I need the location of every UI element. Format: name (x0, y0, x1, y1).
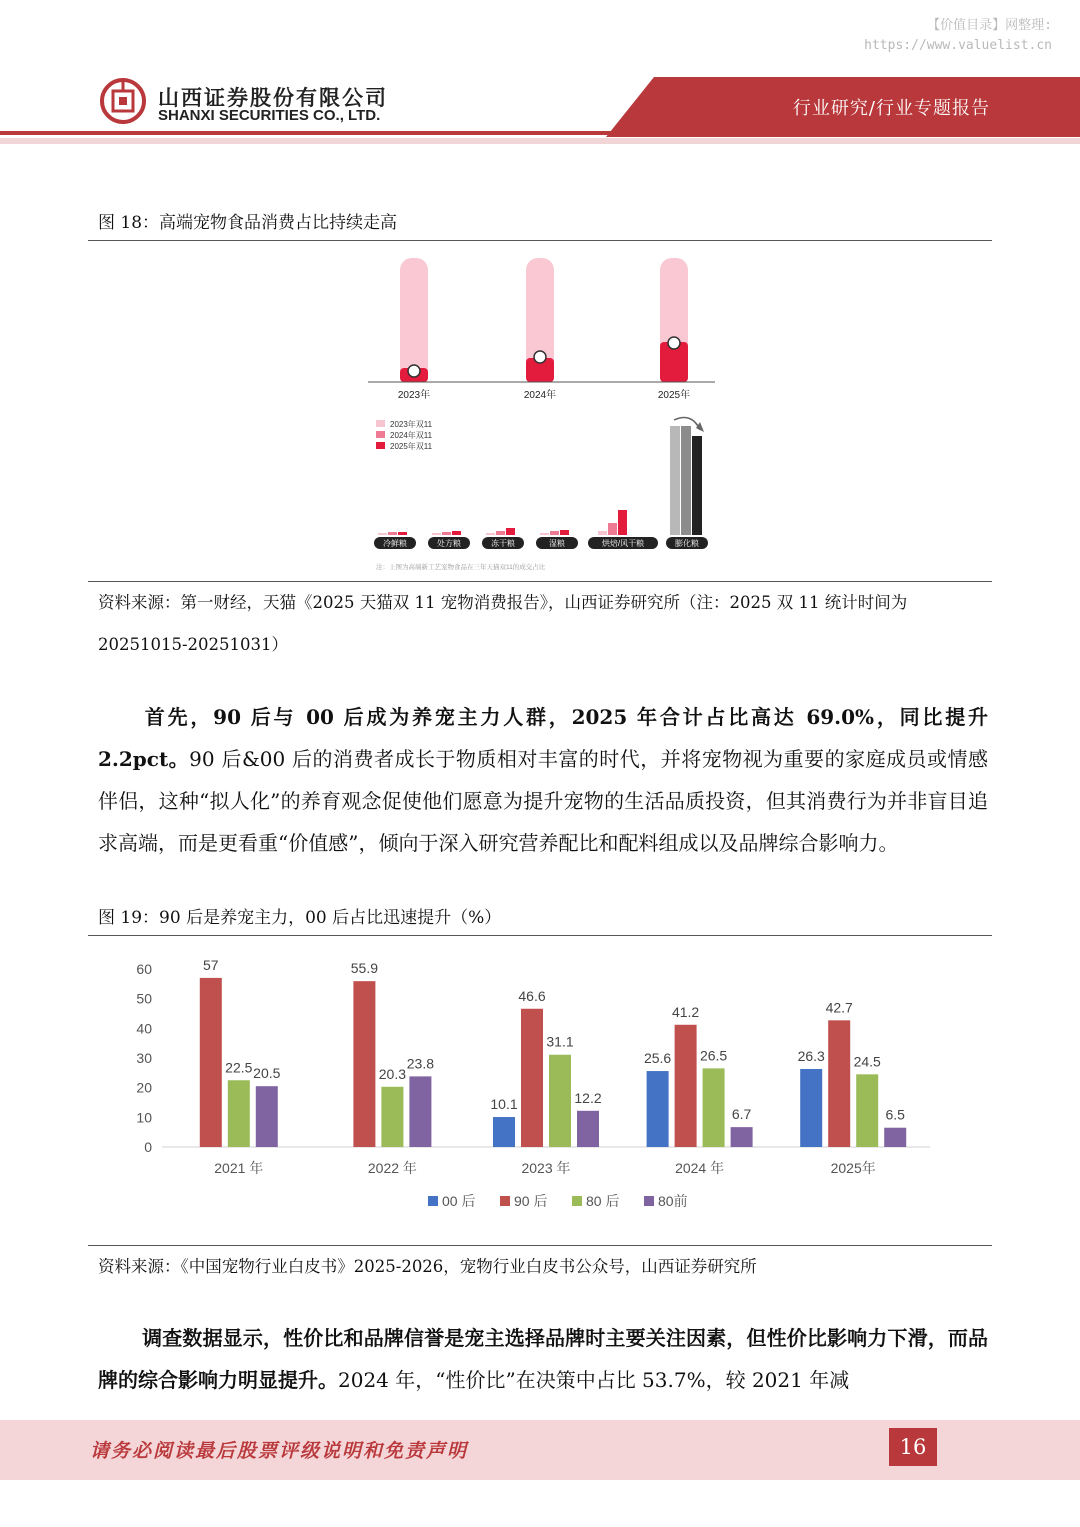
header-divider (0, 131, 1080, 135)
x-tick-label: 2023 年 (521, 1160, 571, 1176)
paragraph-2-body: 2024 年，“性价比”在决策中占比 53.7%，较 2021 年减 (338, 1368, 850, 1392)
legend-swatch (644, 1196, 654, 1206)
bar (828, 1020, 850, 1147)
legend-label: 00 后 (442, 1193, 476, 1209)
footer-disclaimer: 请务必阅读最后股票评级说明和免责声明 (90, 1440, 469, 1462)
data-label: 6.5 (885, 1106, 905, 1123)
category-label: 冷鲜粮 (383, 539, 407, 548)
legend-label: 80前 (658, 1193, 688, 1209)
data-label: 6.7 (731, 1106, 752, 1123)
category-label: 膨化粮 (675, 539, 699, 548)
figure18-legend (376, 419, 433, 451)
paragraph-1-lead: 首先，90 后与 00 后成为养宠主力人群，2025 年合计占比高达 69.0%，同比提升 2.2pct。 (98, 705, 988, 771)
bar (577, 1111, 599, 1147)
bar (703, 1068, 725, 1147)
figure18-note: 注：上图为高端新工艺宠物食品在三年天猫双11的成交占比 (376, 564, 546, 571)
bar (521, 1009, 543, 1147)
bar (549, 1055, 571, 1147)
x-tick-label: 2025年 (830, 1160, 876, 1176)
data-label: 20.5 (253, 1065, 281, 1082)
bar (800, 1069, 822, 1147)
company-logo-icon (100, 78, 146, 124)
data-label: 24.5 (853, 1053, 881, 1070)
company-name-en: SHANXI SECURITIES CO., LTD. (158, 107, 381, 124)
cylinder-2023 (400, 258, 428, 382)
figure18-top-rule (88, 240, 992, 241)
paragraph-1 (98, 696, 988, 864)
cylinder-2024 (526, 258, 554, 382)
data-label: 12.2 (574, 1089, 602, 1106)
bar (381, 1087, 403, 1147)
category-labels (374, 537, 708, 549)
watermark (864, 16, 1052, 56)
x-tick-label: 2022 年 (367, 1160, 417, 1176)
bar (884, 1128, 906, 1147)
data-label: 41.2 (671, 1003, 700, 1020)
cylinder-2025 (660, 258, 688, 382)
figure18-title: 图 18：高端宠物食品消费占比持续走高 (98, 213, 398, 233)
bar (647, 1071, 669, 1147)
category-label: 烘焙/风干粮 (601, 539, 645, 548)
watermark-line1: 【价值目录】网整理: (927, 18, 1052, 33)
data-label: 26.3 (797, 1047, 825, 1064)
data-label: 10.1 (490, 1096, 518, 1113)
y-tick-label: 50 (136, 990, 152, 1007)
data-label: 31.1 (546, 1033, 574, 1050)
year-label-2025: 2025年 (657, 390, 691, 401)
data-label: 46.6 (518, 987, 546, 1004)
paragraph-2-lead: 调查数据显示，性价比和品牌信誉是宠主选择品牌时主要关注因素，但性价比影响力下滑，而品牌的综合影响力明显提升。 (98, 1326, 988, 1392)
figure19-bar-chart (110, 945, 940, 1235)
data-label: 55.9 (350, 960, 379, 977)
data-label: 20.3 (378, 1065, 407, 1082)
bar (731, 1127, 753, 1147)
bar (256, 1086, 278, 1147)
y-tick-label: 0 (144, 1139, 152, 1155)
legend-swatch (428, 1196, 438, 1206)
data-label: 22.5 (225, 1059, 253, 1076)
legend-label: 90 后 (514, 1193, 548, 1209)
legend-2024: 2024年双11 (390, 431, 433, 440)
page-number: 16 (889, 1428, 937, 1466)
legend-swatch (572, 1196, 582, 1206)
y-tick-label: 40 (136, 1020, 152, 1037)
data-label: 23.8 (406, 1055, 435, 1072)
y-tick-label: 10 (136, 1109, 152, 1126)
legend-2025: 2025年双11 (390, 442, 433, 451)
legend-swatch (500, 1196, 510, 1206)
figure19-title: 图 19：90 后是养宠主力，00 后占比迅速提升（%） (98, 908, 502, 928)
y-tick-label: 30 (136, 1050, 152, 1066)
data-label: 26.5 (699, 1047, 728, 1064)
category-label: 湿粮 (549, 539, 565, 548)
legend-2023: 2023年双11 (390, 420, 433, 429)
data-label: 57 (203, 956, 219, 973)
company-name-cn: 山西证券股份有限公司 (158, 86, 388, 110)
y-tick-label: 20 (136, 1079, 152, 1096)
bar (228, 1080, 250, 1147)
bar (200, 978, 222, 1147)
figure19-top-rule (88, 935, 992, 936)
figure18-source: 资料来源：第一财经，天猫《2025 天猫双 11 宠物消费报告》，山西证券研究所（注：2025 双 11 统计时间为 20251015-20251031） (98, 593, 908, 654)
paragraph-2 (98, 1317, 988, 1401)
figure18-infographic (360, 250, 730, 575)
figure19-source: 资料来源：《中国宠物行业白皮书》2025-2026，宠物行业白皮书公众号，山西证券研究所 (98, 1257, 757, 1276)
bar (409, 1076, 431, 1147)
x-tick-label: 2024 年 (675, 1160, 725, 1176)
bar (856, 1074, 878, 1147)
paragraph-1-body: 90 后&00 后的消费者成长于物质相对丰富的时代，并将宠物视为重要的家庭成员或情感伴侣，这种“拟人化”的养育观念促使他们愿意为提升宠物的生活品质投资，但其消费行为并非盲目追求高端，而是更看重“价值感”，倾向于深入研究营养配比和配料组成以及品牌综合影响力。 (98, 747, 988, 855)
report-type: 行业研究/行业专题报告 (792, 98, 990, 119)
bar (353, 981, 375, 1147)
year-label-2024: 2024年 (523, 390, 557, 401)
x-tick-label: 2021 年 (214, 1160, 264, 1176)
bar (493, 1117, 515, 1147)
category-label: 处方粮 (437, 539, 461, 548)
bar (675, 1025, 697, 1147)
header-divider-light (0, 138, 1080, 144)
watermark-line2: https://www.valuelist.cn (864, 38, 1052, 53)
data-label: 42.7 (825, 999, 853, 1016)
legend-label: 80 后 (586, 1193, 620, 1209)
y-tick-label: 60 (136, 961, 152, 977)
category-label: 冻干粮 (491, 539, 515, 548)
year-label-2023: 2023年 (397, 390, 431, 401)
data-label: 25.6 (643, 1050, 672, 1067)
